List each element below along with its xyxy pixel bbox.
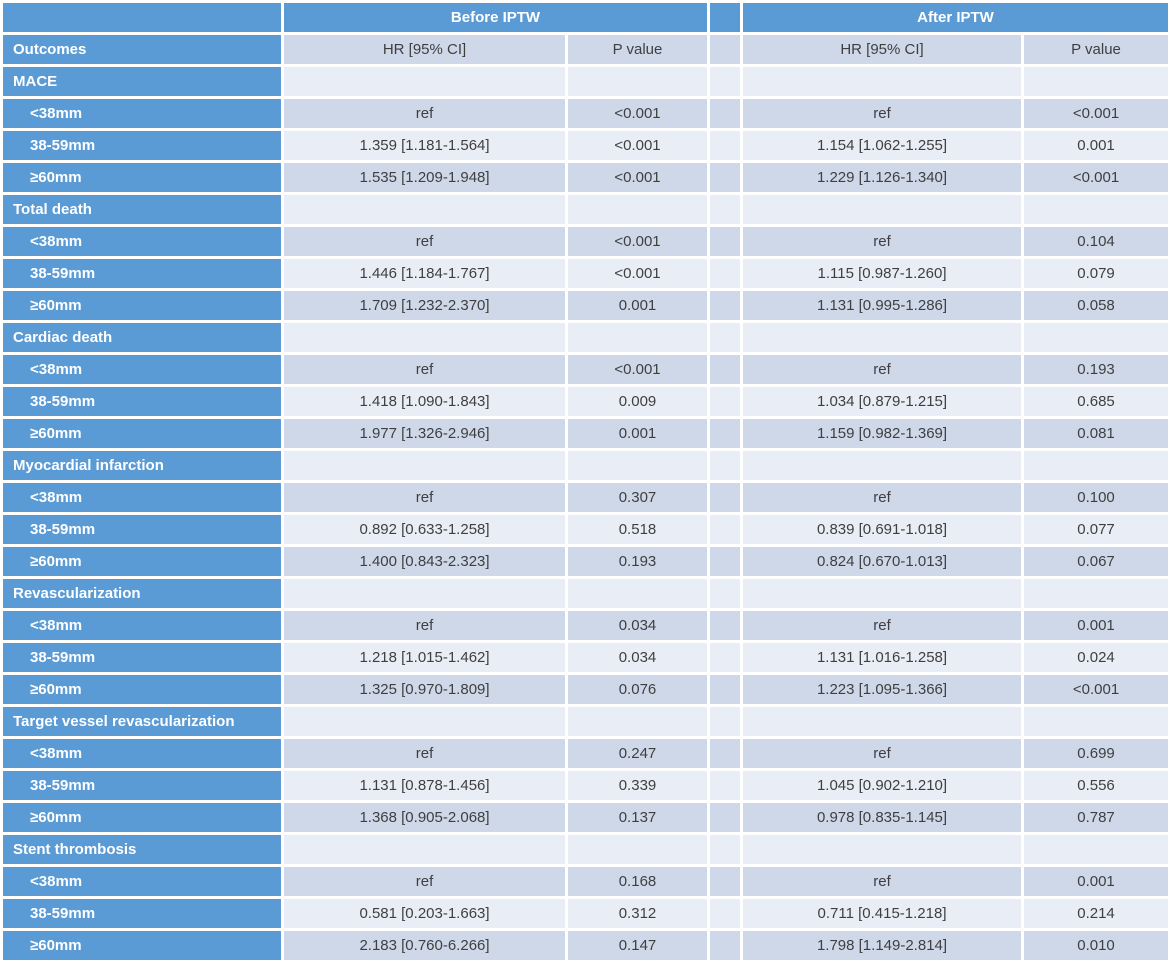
outcome-data-row — [3, 291, 1168, 320]
spacer-cell — [710, 675, 740, 704]
after-p-cell: 0.556 — [1024, 771, 1168, 800]
before-p-cell: 0.009 — [568, 387, 707, 416]
empty-before-p-cell — [568, 835, 707, 864]
before-hr-cell: 1.418 [1.090-1.843] — [284, 387, 565, 416]
column-header-row — [3, 35, 1168, 64]
section-label: Myocardial infarction — [3, 451, 281, 480]
row-label: <38mm — [3, 483, 281, 512]
row-label: ≥60mm — [3, 163, 281, 192]
row-label: 38-59mm — [3, 259, 281, 288]
before-hr-cell: ref — [284, 867, 565, 896]
empty-after-p-cell — [1024, 323, 1168, 352]
before-p-cell: 0.168 — [568, 867, 707, 896]
after-p-cell: 0.079 — [1024, 259, 1168, 288]
before-p-cell: <0.001 — [568, 131, 707, 160]
after-p-cell: <0.001 — [1024, 99, 1168, 128]
before-hr-cell: 1.218 [1.015-1.462] — [284, 643, 565, 672]
before-p-cell: 0.001 — [568, 419, 707, 448]
after-hr-cell: ref — [743, 867, 1021, 896]
before-hr-cell: ref — [284, 739, 565, 768]
after-hr-cell: 0.978 [0.835-1.145] — [743, 803, 1021, 832]
spacer-cell — [710, 131, 740, 160]
after-p-cell: <0.001 — [1024, 163, 1168, 192]
section-header-row — [3, 835, 1168, 864]
after-p-cell: 0.685 — [1024, 387, 1168, 416]
section-header-row — [3, 579, 1168, 608]
after-p-cell: 0.024 — [1024, 643, 1168, 672]
after-p-cell: 0.001 — [1024, 131, 1168, 160]
outcome-data-row — [3, 163, 1168, 192]
after-hr-cell: 0.824 [0.670-1.013] — [743, 547, 1021, 576]
empty-before-hr-cell — [284, 67, 565, 96]
empty-after-hr-cell — [743, 67, 1021, 96]
spacer-cell — [710, 867, 740, 896]
section-header-row — [3, 451, 1168, 480]
before-p-cell: 0.001 — [568, 291, 707, 320]
row-label: <38mm — [3, 867, 281, 896]
before-p-cell: 0.339 — [568, 771, 707, 800]
before-p-cell: 0.312 — [568, 899, 707, 928]
before-hr-cell: 1.709 [1.232-2.370] — [284, 291, 565, 320]
outcome-data-row — [3, 227, 1168, 256]
empty-before-hr-cell — [284, 323, 565, 352]
outcome-data-row — [3, 771, 1168, 800]
spacer-cell — [710, 835, 740, 864]
section-header-row — [3, 195, 1168, 224]
after-hr-cell: ref — [743, 483, 1021, 512]
after-hr-column-header: HR [95% CI] — [743, 35, 1021, 64]
before-hr-column-header: HR [95% CI] — [284, 35, 565, 64]
before-hr-cell: 1.535 [1.209-1.948] — [284, 163, 565, 192]
empty-after-hr-cell — [743, 707, 1021, 736]
after-hr-cell: 1.154 [1.062-1.255] — [743, 131, 1021, 160]
row-label: 38-59mm — [3, 771, 281, 800]
before-hr-cell: 0.581 [0.203-1.663] — [284, 899, 565, 928]
section-label: Stent thrombosis — [3, 835, 281, 864]
after-p-cell: 0.787 — [1024, 803, 1168, 832]
after-hr-cell: 1.798 [1.149-2.814] — [743, 931, 1021, 960]
before-p-cell: 0.247 — [568, 739, 707, 768]
empty-before-p-cell — [568, 323, 707, 352]
outcome-data-row — [3, 931, 1168, 960]
row-label: 38-59mm — [3, 387, 281, 416]
before-p-cell: <0.001 — [568, 163, 707, 192]
after-p-cell: 0.081 — [1024, 419, 1168, 448]
spacer-cell — [710, 291, 740, 320]
after-hr-cell: 1.223 [1.095-1.366] — [743, 675, 1021, 704]
empty-after-p-cell — [1024, 835, 1168, 864]
outcome-data-row — [3, 259, 1168, 288]
after-hr-cell: ref — [743, 611, 1021, 640]
after-p-cell: 0.104 — [1024, 227, 1168, 256]
before-hr-cell: 2.183 [0.760-6.266] — [284, 931, 565, 960]
empty-after-p-cell — [1024, 579, 1168, 608]
spacer-cell — [710, 67, 740, 96]
before-p-cell: <0.001 — [568, 227, 707, 256]
after-p-cell: 0.193 — [1024, 355, 1168, 384]
before-hr-cell: 0.892 [0.633-1.258] — [284, 515, 565, 544]
before-hr-cell: ref — [284, 355, 565, 384]
after-hr-cell: 1.131 [1.016-1.258] — [743, 643, 1021, 672]
spacer-cell — [710, 803, 740, 832]
row-label: <38mm — [3, 99, 281, 128]
before-p-cell: <0.001 — [568, 99, 707, 128]
empty-after-hr-cell — [743, 195, 1021, 224]
after-hr-cell: 1.034 [0.879-1.215] — [743, 387, 1021, 416]
empty-after-p-cell — [1024, 451, 1168, 480]
empty-after-hr-cell — [743, 323, 1021, 352]
outcome-data-row — [3, 739, 1168, 768]
before-hr-cell: ref — [284, 227, 565, 256]
spacer-cell — [710, 547, 740, 576]
spacer-cell — [710, 163, 740, 192]
before-hr-cell: 1.368 [0.905-2.068] — [284, 803, 565, 832]
outcomes-column-header: Outcomes — [3, 35, 281, 64]
before-p-cell: <0.001 — [568, 355, 707, 384]
outcome-data-row — [3, 675, 1168, 704]
row-label: 38-59mm — [3, 899, 281, 928]
spacer-cell — [710, 611, 740, 640]
empty-before-hr-cell — [284, 579, 565, 608]
spacer-cell — [710, 419, 740, 448]
section-label: MACE — [3, 67, 281, 96]
before-hr-cell: 1.446 [1.184-1.767] — [284, 259, 565, 288]
outcome-data-row — [3, 803, 1168, 832]
spacer-cell — [710, 579, 740, 608]
row-label: ≥60mm — [3, 291, 281, 320]
row-label: ≥60mm — [3, 675, 281, 704]
outcome-data-row — [3, 131, 1168, 160]
before-hr-cell: 1.325 [0.970-1.809] — [284, 675, 565, 704]
before-hr-cell: ref — [284, 483, 565, 512]
after-hr-cell: ref — [743, 227, 1021, 256]
after-iptw-header: After IPTW — [743, 3, 1168, 32]
spacer-cell — [710, 227, 740, 256]
empty-after-hr-cell — [743, 579, 1021, 608]
before-hr-cell: 1.400 [0.843-2.323] — [284, 547, 565, 576]
after-hr-cell: 1.131 [0.995-1.286] — [743, 291, 1021, 320]
empty-after-p-cell — [1024, 707, 1168, 736]
after-p-cell: 0.214 — [1024, 899, 1168, 928]
row-label: 38-59mm — [3, 515, 281, 544]
spacer-header-cell — [710, 3, 740, 32]
after-p-cell: 0.001 — [1024, 611, 1168, 640]
before-p-cell: 0.034 — [568, 611, 707, 640]
spacer-cell — [710, 195, 740, 224]
row-label: 38-59mm — [3, 643, 281, 672]
before-p-cell: 0.518 — [568, 515, 707, 544]
section-header-row — [3, 67, 1168, 96]
after-p-cell: 0.699 — [1024, 739, 1168, 768]
after-hr-cell: 0.711 [0.415-1.218] — [743, 899, 1021, 928]
after-p-column-header: P value — [1024, 35, 1168, 64]
before-p-cell: 0.307 — [568, 483, 707, 512]
empty-before-hr-cell — [284, 707, 565, 736]
spacer-cell — [710, 483, 740, 512]
outcome-data-row — [3, 643, 1168, 672]
before-p-cell: 0.137 — [568, 803, 707, 832]
empty-after-p-cell — [1024, 195, 1168, 224]
spacer-cell — [710, 707, 740, 736]
row-label: <38mm — [3, 611, 281, 640]
section-header-row — [3, 323, 1168, 352]
before-iptw-header: Before IPTW — [284, 3, 707, 32]
after-hr-cell: 1.229 [1.126-1.340] — [743, 163, 1021, 192]
row-label: ≥60mm — [3, 419, 281, 448]
outcome-data-row — [3, 611, 1168, 640]
section-label: Total death — [3, 195, 281, 224]
before-p-column-header: P value — [568, 35, 707, 64]
empty-before-hr-cell — [284, 835, 565, 864]
spacer-cell — [710, 99, 740, 128]
before-hr-cell: ref — [284, 611, 565, 640]
section-label: Cardiac death — [3, 323, 281, 352]
spacer-cell — [710, 899, 740, 928]
row-label: 38-59mm — [3, 131, 281, 160]
spacer-cell — [710, 515, 740, 544]
empty-after-hr-cell — [743, 451, 1021, 480]
after-p-cell: 0.010 — [1024, 931, 1168, 960]
empty-before-hr-cell — [284, 195, 565, 224]
empty-before-hr-cell — [284, 451, 565, 480]
spacer-cell — [710, 771, 740, 800]
before-hr-cell: ref — [284, 99, 565, 128]
after-p-cell: 0.077 — [1024, 515, 1168, 544]
empty-before-p-cell — [568, 195, 707, 224]
spacer-cell — [710, 643, 740, 672]
outcome-data-row — [3, 355, 1168, 384]
group-header-row — [3, 3, 1168, 32]
empty-after-hr-cell — [743, 835, 1021, 864]
after-p-cell: 0.058 — [1024, 291, 1168, 320]
after-hr-cell: 0.839 [0.691-1.018] — [743, 515, 1021, 544]
spacer-cell — [710, 451, 740, 480]
after-p-cell: 0.067 — [1024, 547, 1168, 576]
section-header-row — [3, 707, 1168, 736]
outcome-data-row — [3, 387, 1168, 416]
after-p-cell: 0.001 — [1024, 867, 1168, 896]
spacer-cell — [710, 323, 740, 352]
row-label: <38mm — [3, 355, 281, 384]
before-hr-cell: 1.131 [0.878-1.456] — [284, 771, 565, 800]
before-p-cell: 0.193 — [568, 547, 707, 576]
section-label: Revascularization — [3, 579, 281, 608]
after-hr-cell: ref — [743, 99, 1021, 128]
after-p-cell: 0.100 — [1024, 483, 1168, 512]
spacer-cell — [710, 35, 740, 64]
before-p-cell: <0.001 — [568, 259, 707, 288]
spacer-cell — [710, 739, 740, 768]
row-label: <38mm — [3, 739, 281, 768]
outcome-data-row — [3, 547, 1168, 576]
empty-before-p-cell — [568, 579, 707, 608]
spacer-cell — [710, 259, 740, 288]
before-p-cell: 0.147 — [568, 931, 707, 960]
outcome-data-row — [3, 419, 1168, 448]
spacer-cell — [710, 355, 740, 384]
row-label: ≥60mm — [3, 547, 281, 576]
before-hr-cell: 1.359 [1.181-1.564] — [284, 131, 565, 160]
row-label: <38mm — [3, 227, 281, 256]
after-hr-cell: 1.045 [0.902-1.210] — [743, 771, 1021, 800]
outcome-data-row — [3, 867, 1168, 896]
before-hr-cell: 1.977 [1.326-2.946] — [284, 419, 565, 448]
spacer-cell — [710, 387, 740, 416]
after-p-cell: <0.001 — [1024, 675, 1168, 704]
outcome-data-row — [3, 515, 1168, 544]
section-label: Target vessel revascularization — [3, 707, 281, 736]
after-hr-cell: 1.115 [0.987-1.260] — [743, 259, 1021, 288]
outcome-data-row — [3, 483, 1168, 512]
before-p-cell: 0.034 — [568, 643, 707, 672]
outcome-data-row — [3, 899, 1168, 928]
empty-after-p-cell — [1024, 67, 1168, 96]
before-p-cell: 0.076 — [568, 675, 707, 704]
row-label: ≥60mm — [3, 931, 281, 960]
after-hr-cell: ref — [743, 739, 1021, 768]
corner-cell — [3, 3, 281, 32]
spacer-cell — [710, 931, 740, 960]
outcome-data-row — [3, 99, 1168, 128]
after-hr-cell: 1.159 [0.982-1.369] — [743, 419, 1021, 448]
row-label: ≥60mm — [3, 803, 281, 832]
empty-before-p-cell — [568, 707, 707, 736]
empty-before-p-cell — [568, 67, 707, 96]
empty-before-p-cell — [568, 451, 707, 480]
after-hr-cell: ref — [743, 355, 1021, 384]
